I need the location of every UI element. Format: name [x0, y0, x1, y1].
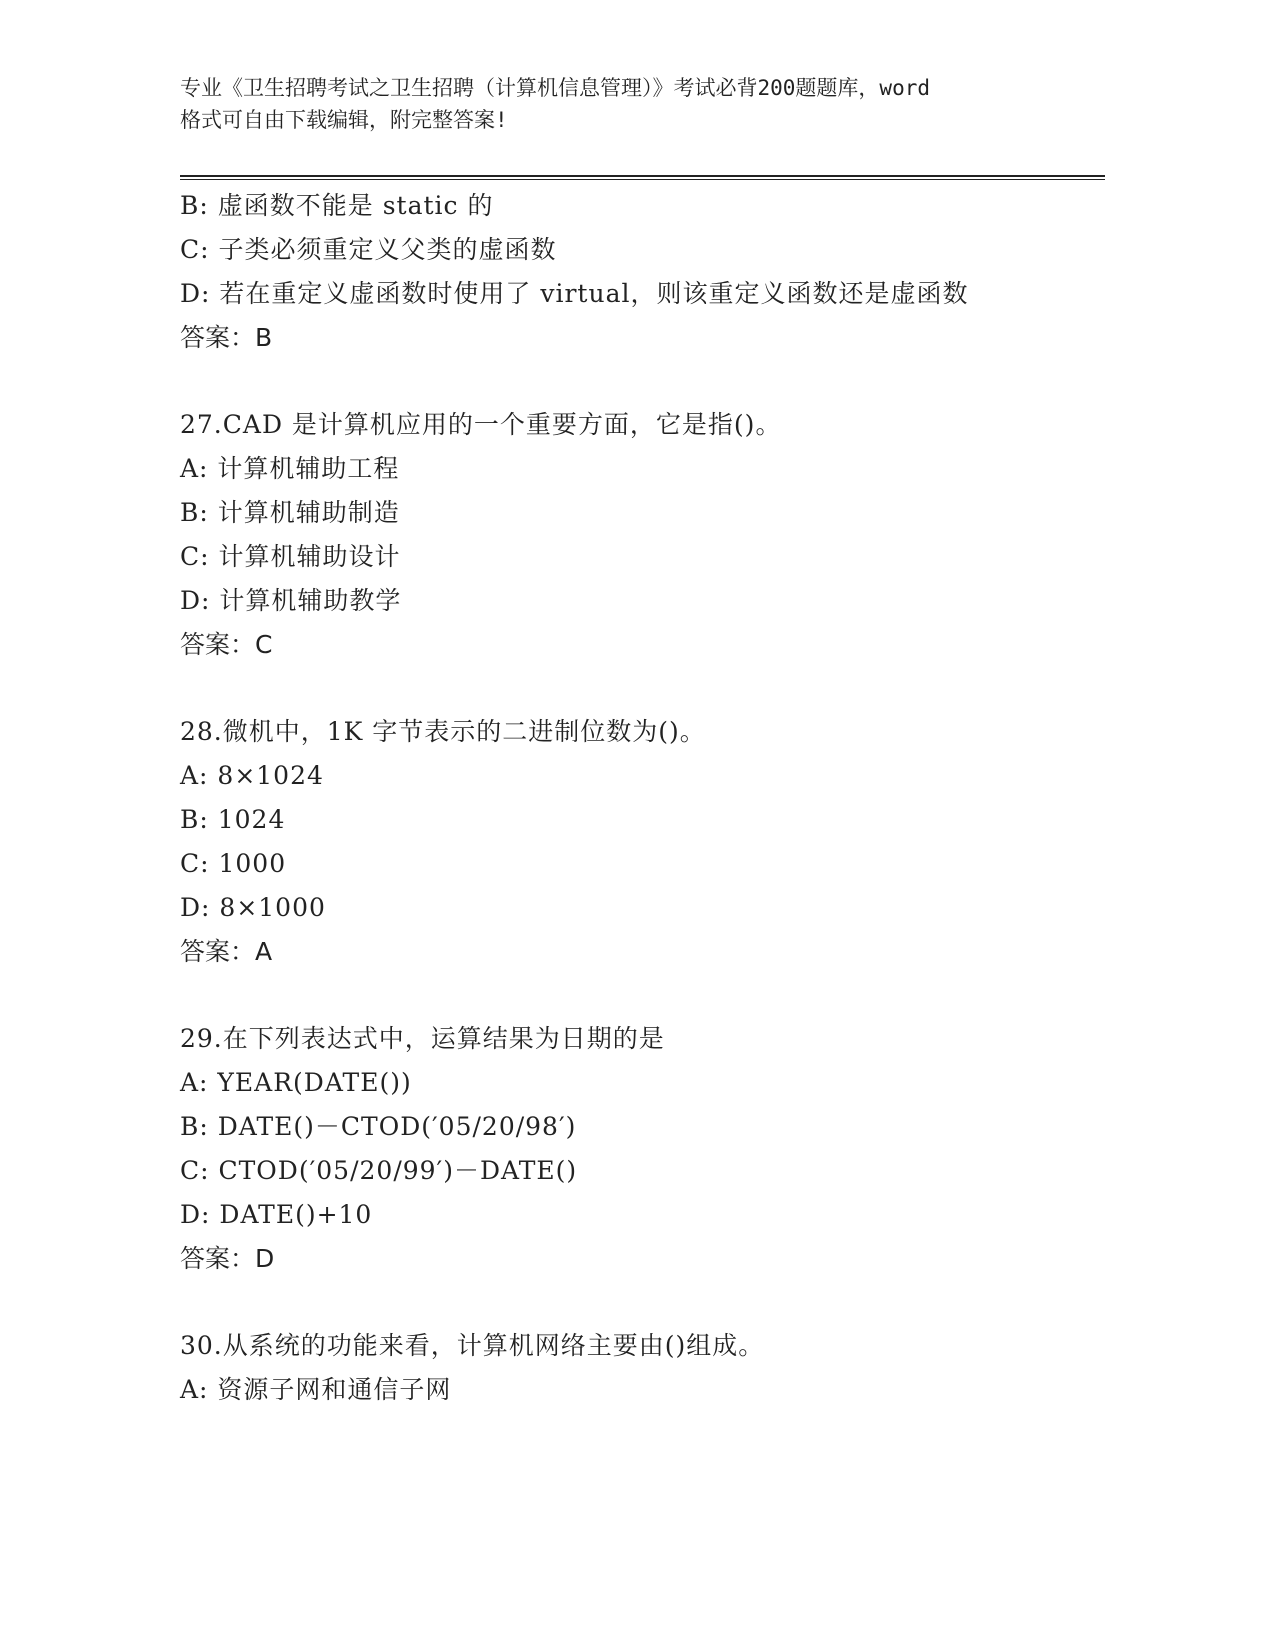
question-stem: 29.在下列表达式中，运算结果为日期的是 [180, 1024, 665, 1053]
option-c: C: 计算机辅助设计 [180, 542, 401, 571]
header-line-2: 格式可自由下载编辑，附完整答案! [180, 108, 508, 132]
option-c: C: 子类必须重定义父类的虚函数 [180, 235, 557, 264]
option-c: C: CTOD(′05/20/99′)－DATE() [180, 1156, 578, 1185]
question-stem: 27.CAD 是计算机应用的一个重要方面，它是指()。 [180, 410, 782, 439]
answer-line: 答案：C [180, 630, 273, 659]
option-c: C: 1000 [180, 849, 287, 878]
header-line-1: 专业《卫生招聘考试之卫生招聘（计算机信息管理）》考试必背200题题库，word [180, 76, 930, 100]
option-d: D: 若在重定义虚函数时使用了 virtual，则该重定义函数还是虚函数 [180, 279, 969, 308]
option-a: A: 8×1024 [180, 761, 324, 790]
option-d: D: 8×1000 [180, 893, 326, 922]
question-stem: 30.从系统的功能来看，计算机网络主要由()组成。 [180, 1331, 765, 1360]
header-rule-thick [180, 175, 1105, 177]
answer-line: 答案：D [180, 1244, 275, 1273]
option-a: A: 计算机辅助工程 [180, 454, 400, 483]
header-rule-thin [180, 179, 1105, 180]
document-header [180, 72, 1080, 136]
option-a: A: YEAR(DATE()) [180, 1068, 412, 1097]
question-30 [180, 1324, 1105, 1412]
question-28 [180, 710, 1105, 974]
option-d: D: DATE()+10 [180, 1200, 373, 1229]
option-b: B: 1024 [180, 805, 286, 834]
answer-line: 答案：A [180, 937, 273, 966]
question-29 [180, 1017, 1105, 1281]
option-b: B: 虚函数不能是 static 的 [180, 191, 494, 220]
question-stem: 28.微机中，1K 字节表示的二进制位数为()。 [180, 717, 706, 746]
answer-line: 答案：B [180, 323, 273, 352]
option-d: D: 计算机辅助教学 [180, 586, 402, 615]
option-b: B: 计算机辅助制造 [180, 498, 400, 527]
option-b: B: DATE()－CTOD(′05/20/98′) [180, 1112, 577, 1141]
document-body [180, 184, 1105, 1412]
question-26-partial [180, 184, 1105, 360]
option-a: A: 资源子网和通信子网 [180, 1375, 452, 1404]
question-27 [180, 403, 1105, 667]
